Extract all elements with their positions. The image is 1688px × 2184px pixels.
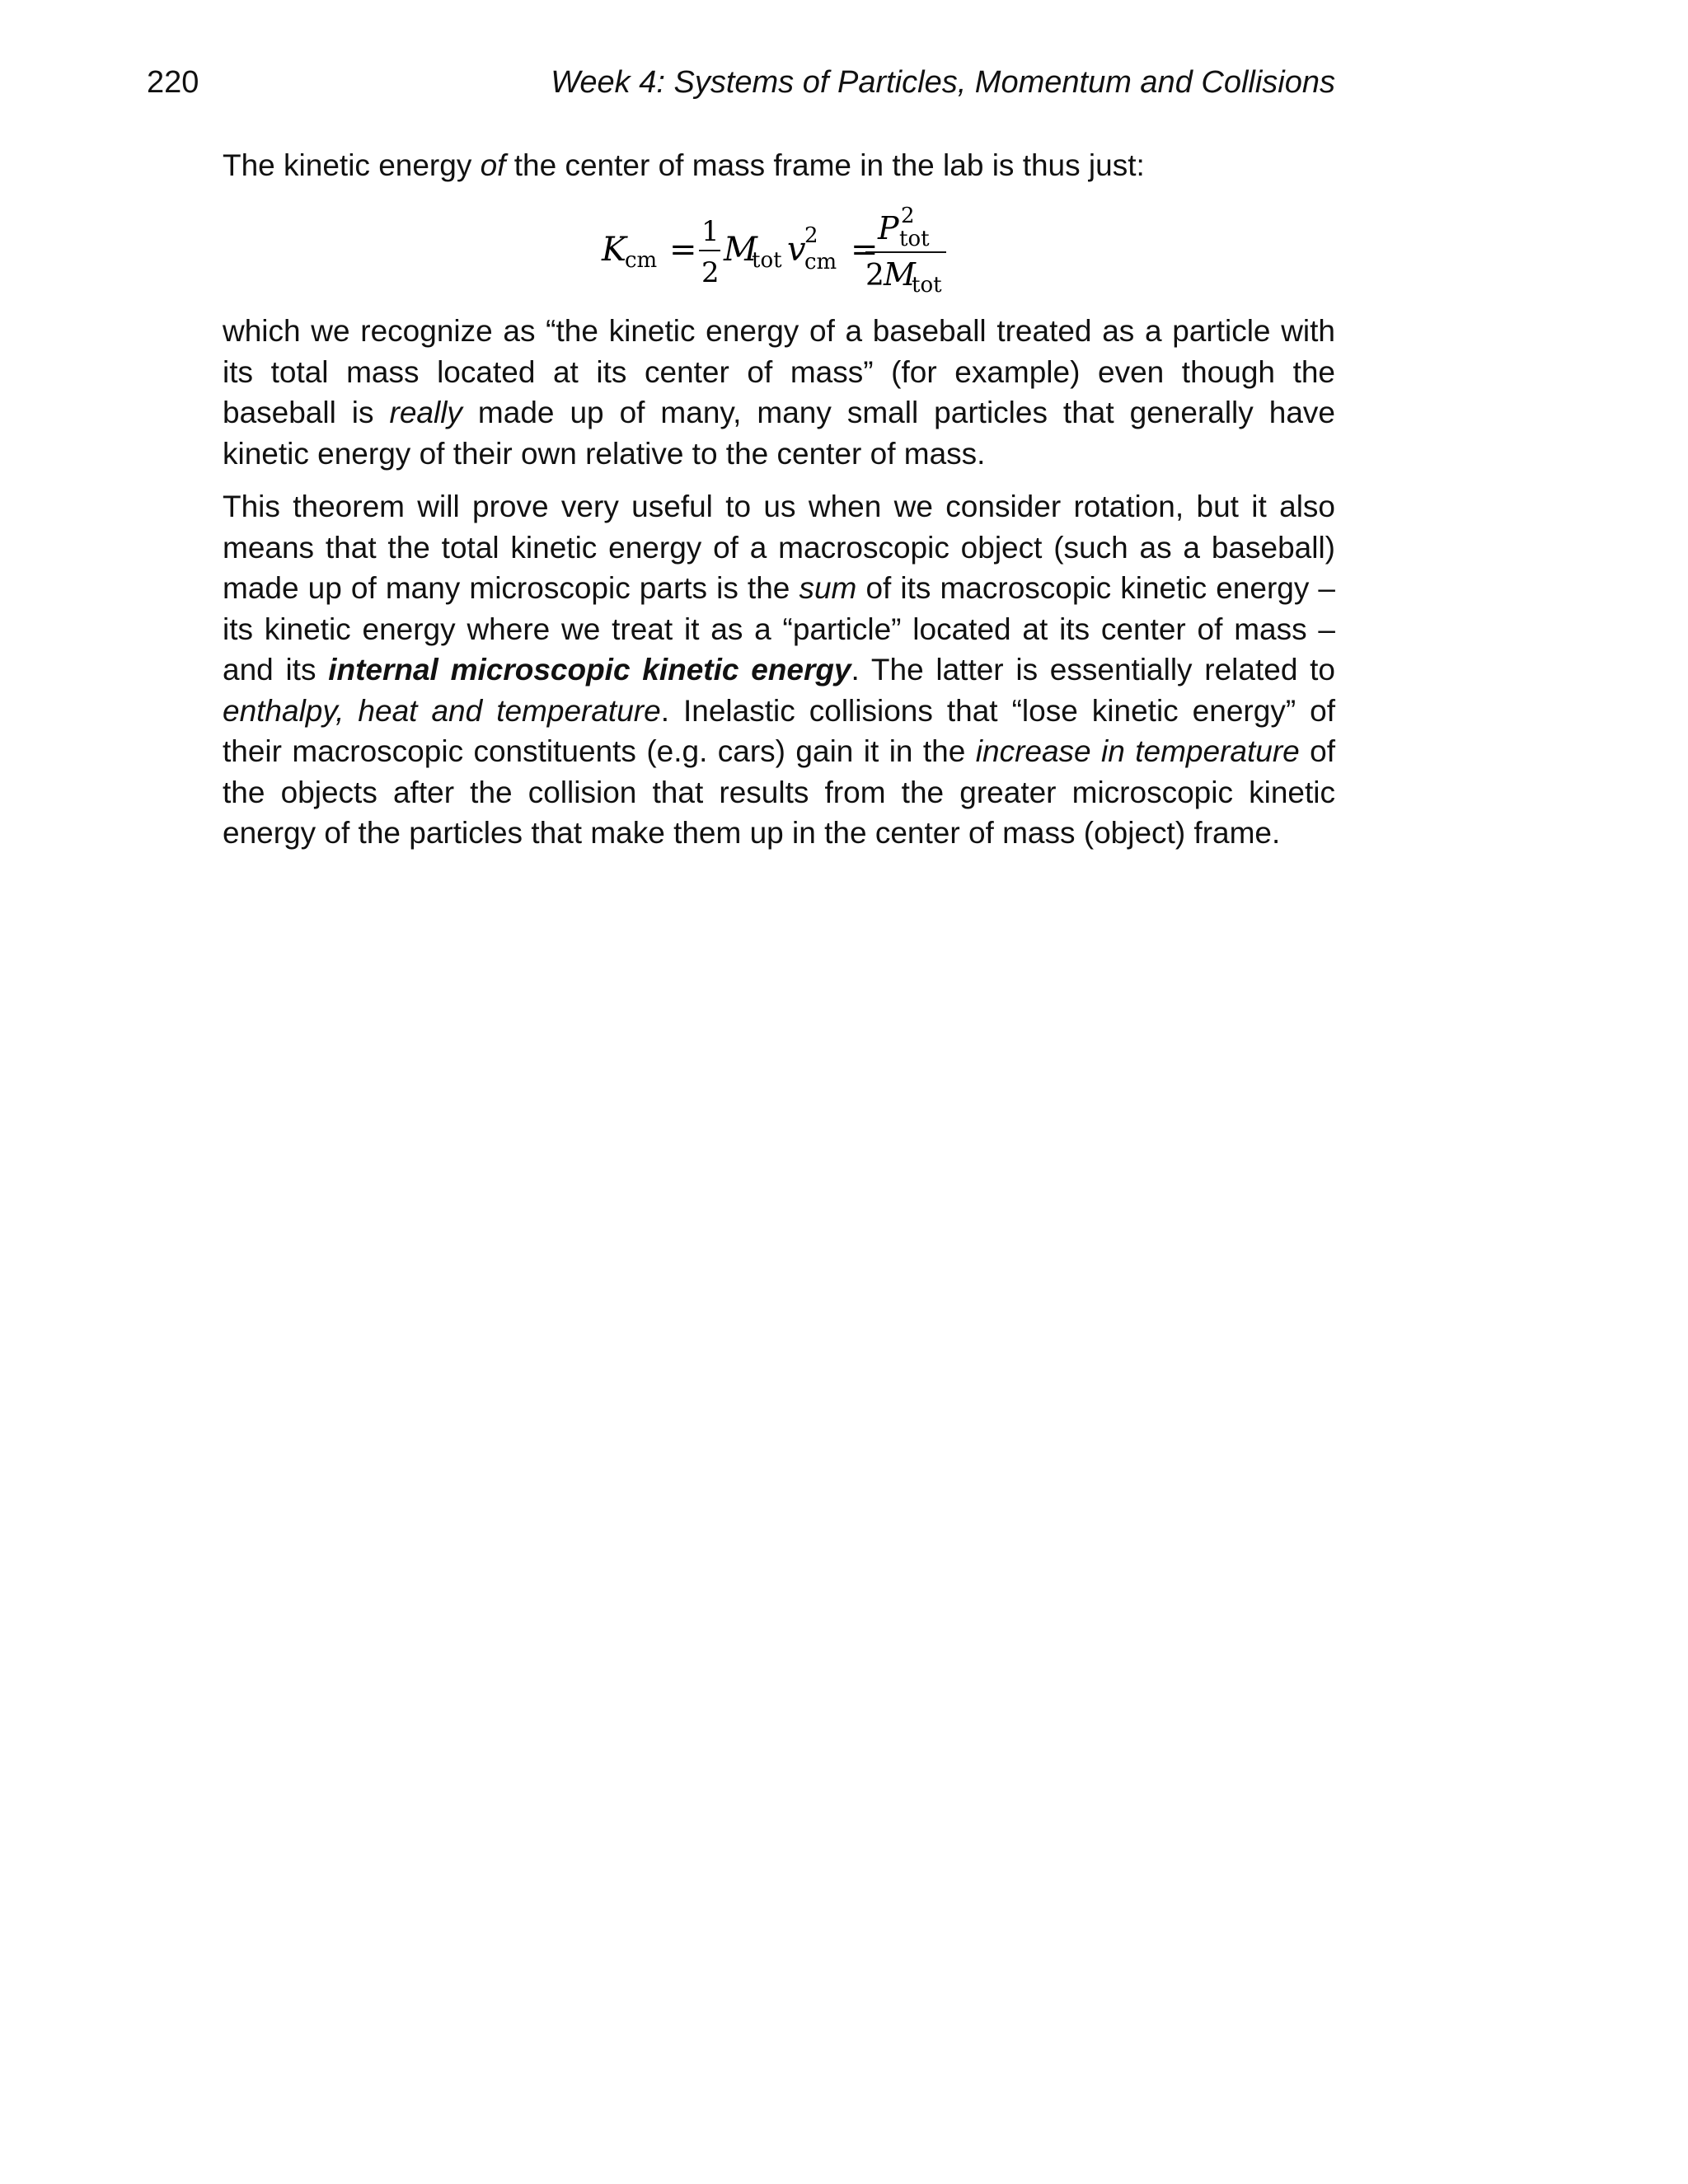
paragraph-baseball — [223, 311, 1335, 474]
intro-text-end: the center of mass frame in the lab is thus just: — [505, 148, 1145, 182]
eq-frac2-numerator-symbol: P — [878, 210, 899, 246]
eq-equals-2: = — [851, 231, 879, 269]
page-number: 220 — [147, 65, 199, 100]
eq-mass-subscript: tot — [752, 248, 782, 273]
eq-velocity-superscript: 2 — [804, 223, 818, 248]
eq-frac1-numerator: 1 — [701, 215, 720, 248]
eq-frac2-numerator-subscript: tot — [899, 227, 930, 251]
para1-emphasis-really: really — [389, 396, 462, 429]
eq-frac2-denominator-subscript: tot — [912, 273, 942, 298]
eq-frac1-denominator: 2 — [701, 256, 720, 289]
eq-equals-1: = — [669, 231, 697, 269]
paragraph-theorem — [223, 486, 1335, 854]
para2-emphasis-enthalpy: enthalpy, heat and temperature — [223, 693, 661, 728]
eq-frac2-denominator-symbol: M — [884, 256, 916, 293]
para2-bold-internal-energy: internal microscopic kinetic energy — [328, 653, 851, 687]
para2-emphasis-sum: sum — [799, 571, 857, 605]
intro-sentence — [223, 145, 1335, 186]
para2-emphasis-temperature: increase in temperature — [975, 734, 1300, 768]
eq-frac2-denominator-coeff: 2 — [865, 259, 884, 293]
para2-text-1: This theorem will prove very useful to us when we consider rotation, but it also means that the total kinetic energy of a macroscopic object (such as a baseball) made up of many microscopic parts is the — [223, 490, 1335, 605]
para2-text-5: of the objects after the collision that results from the greater microscopic kinetic energy of the particles that make them up in the center of mass (object) frame. — [223, 734, 1336, 850]
para2-text-3: . The latter is essentially related to — [851, 653, 1336, 687]
intro-text-start: The kinetic energy — [223, 148, 481, 182]
eq-lhs-symbol: K — [602, 231, 626, 269]
eq-velocity-symbol: v — [787, 231, 806, 269]
eq-lhs-subscript: cm — [625, 248, 658, 273]
para1-text-1: which we recognize as “the kinetic energy of a baseball treated as a particle with its total mass located at its center of mass” (for example) even though the baseball is — [223, 314, 1335, 429]
eq-mass-symbol: M — [724, 231, 757, 269]
para2-text-4: . Inelastic collisions that “lose kinetic energy” of their macroscopic constituents (e.g. cars) gain it in the — [223, 693, 1336, 768]
kinetic-energy-equation — [577, 206, 973, 297]
para2-text-2: of its macroscopic kinetic energy – its kinetic energy where we treat it as a “particle” located at its center of mass – and its — [223, 571, 1336, 687]
para1-text-2: made up of many, many small particles that generally have kinetic energy of their own relative to the center of mass. — [223, 396, 1335, 471]
running-header-title: Week 4: Systems of Particles, Momentum and Collisions — [551, 65, 1335, 100]
eq-velocity-subscript: cm — [804, 250, 837, 274]
intro-emphasis: of — [480, 148, 506, 182]
eq-frac2-numerator-superscript: 2 — [901, 204, 915, 228]
